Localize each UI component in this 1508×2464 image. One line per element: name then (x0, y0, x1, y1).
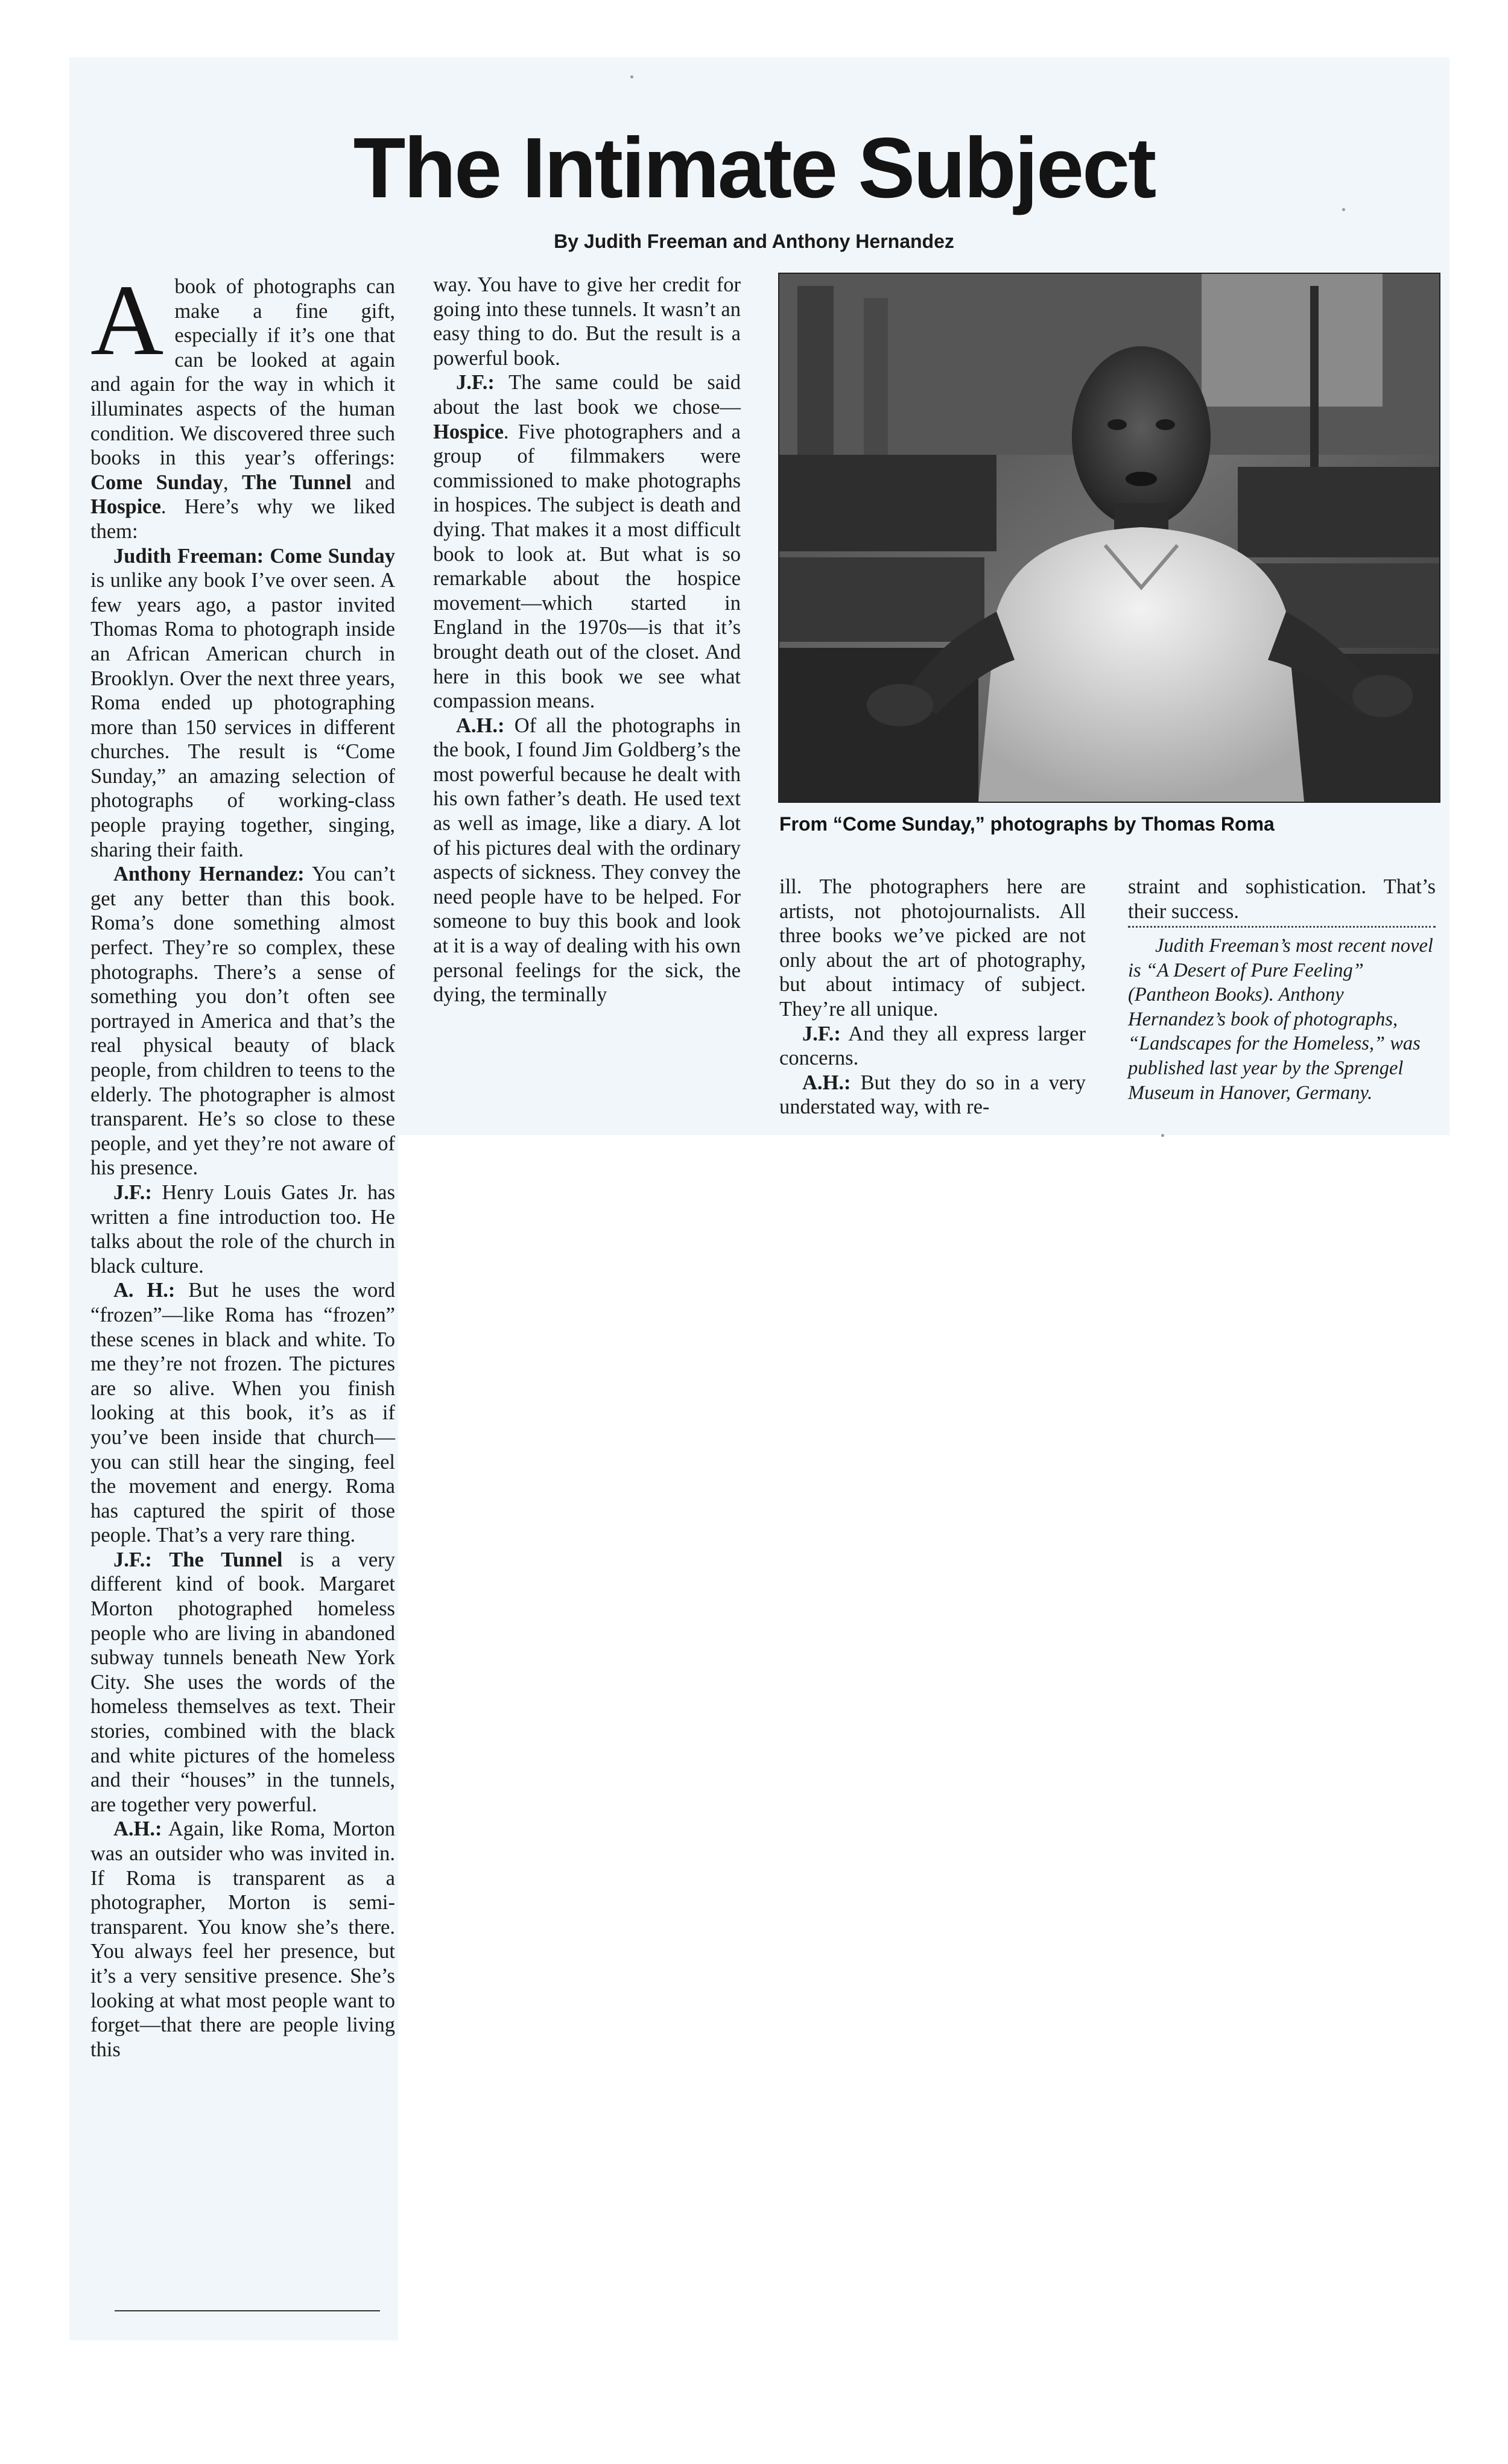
speaker-label: Judith Freeman: Come Sunday (113, 544, 395, 568)
scan-speck (630, 75, 633, 78)
bio-divider (1128, 926, 1436, 928)
intro-paragraph: Abook of photographs can make a fine gift, especially if it’s one that can be looked at again and again for the way in which it illuminates aspects of the human condition. We discovered three such books in this year’s offerings: Come Sunday, The Tunnel and Hospice. Here’s why we liked them: (90, 264, 395, 543)
article-headline: The Intimate Subject (353, 120, 1155, 216)
dialogue-paragraph: J.F.: Henry Louis Gates Jr. has written a fine introduction too. He talks about the role of the church in black culture. (90, 1180, 395, 1278)
dialogue-paragraph: A.H.: But they do so in a very understated way, with re- (779, 1071, 1086, 1119)
speaker-label: J.F.: (113, 1180, 152, 1204)
author-bio: Judith Freeman’s most recent novel is “A Desert of Pure Feeling” (Pantheon Books). Anthony Hernandez’s book of photographs, “Landscapes for the Homeless,” was published last year by the Sprengel Museum in Hanover, Germany. (1128, 935, 1433, 1104)
photo-caption: From “Come Sunday,” photographs by Thomas Roma (779, 813, 1275, 835)
dialogue-paragraph: Judith Freeman: Come Sunday is unlike any book I’ve over seen. A few years ago, a pastor invited Thomas Roma to photograph inside an African American church in Brooklyn. Over the next three years, Roma ended up photographing more than 150 services in different churches. The result is “Come Sunday,” an amazing selection of photographs of working-class people praying together, singing, sharing their faith. (90, 544, 395, 861)
book-title-the-tunnel: The Tunnel (242, 470, 352, 494)
dialogue-paragraph: A.H.: Again, like Roma, Morton was an outsider who was invited in. If Roma is transparent as a photographer, Morton is semi-transparent. You know she’s there. You always feel her presence, but it’s a very sensitive presence. She’s looking at what most people want to forget—that there are people living this (90, 1817, 395, 2061)
article-column-3 (779, 875, 1086, 1120)
dialogue-paragraph: Anthony Hernandez: You can’t get any better than this book. Roma’s done something almost perfect. They’re so complex, these photographs. There’s a sense of something you don’t often see portrayed in America and that’s the real physical beauty of black people, from children to teens to the elderly. The photographer is almost transparent. He’s so close to these people, and yet they’re not aware of his presence. (90, 863, 395, 1180)
article-column-1 (90, 264, 395, 2062)
column-end-rule (115, 2310, 380, 2311)
dialogue-paragraph: A. H.: But he uses the word “frozen”—like Roma has “frozen” these scenes in black and white. To me they’re not frozen. The pictures are so alive. When you finish looking at this book, it’s as if you’ve been inside that church—you can still hear the singing, feel the movement and energy. Roma has captured the spirit of those people. That’s a very rare thing. (90, 1279, 395, 1547)
article-byline: By Judith Freeman and Anthony Hernandez (554, 230, 954, 252)
book-title-come-sunday: Come Sunday (90, 470, 223, 494)
speaker-label: A. H.: (113, 1279, 176, 1302)
dialogue-paragraph: J.F.: And they all express larger concerns. (779, 1022, 1086, 1070)
speaker-label: Anthony Hernandez: (113, 863, 305, 886)
scan-speck (1161, 1134, 1164, 1137)
dialogue-paragraph: J.F.: The same could be said about the last book we chose—Hospice. Five photographers and a group of filmmakers were commissioned to make photographs in hospices. The subject is death and dying. That makes it a most difficult book to look at. But what is so remarkable about the hospice movement—which started in England in the 1970s—is that it’s brought death out of the closet. And here in this book we see what compassion means. (433, 371, 741, 713)
scan-speck (1342, 208, 1345, 211)
speaker-label: A.H.: (113, 1817, 162, 1841)
book-title-hospice: Hospice (90, 495, 161, 519)
dialogue-paragraph: ill. The photographers here are artists, not photojournalists. All three books we’ve picked are not only about the art of photography, but about intimacy of subject. They’re all unique. (779, 875, 1086, 1021)
speaker-label: A.H.: (456, 714, 505, 737)
article-column-2 (433, 273, 741, 1007)
dialogue-paragraph: J.F.: The Tunnel is a very different kind of book. Margaret Morton photographed homeless people who are living in abandoned subway tunnels beneath New York City. She uses the words of the homeless themselves as text. Their stories, combined with the black and white pictures of the homeless and their “houses” in the tunnels, are together very powerful. (90, 1548, 395, 1816)
speaker-label: J.F.: (802, 1022, 841, 1045)
drop-cap: A (90, 264, 164, 376)
photo-illustration (779, 274, 1439, 802)
come-sunday-photograph (778, 273, 1440, 803)
book-title-hospice: Hospice (433, 420, 504, 443)
article-column-4 (1128, 875, 1436, 923)
speaker-label: J.F.: The Tunnel (113, 1548, 283, 1571)
dialogue-paragraph: A.H.: Of all the photographs in the book, I found Jim Goldberg’s the most powerful because he dealt with his own father’s death. He used text as well as image, like a diary. A lot of his pictures deal with the ordinary aspects of sickness. They convey the need people have to be helped. For someone to buy this book and look at it is a way of dealing with his own personal feelings for the sick, the dying, the terminally (433, 714, 741, 1007)
dialogue-paragraph: straint and sophistication. That’s their success. (1128, 875, 1436, 923)
speaker-label: A.H.: (802, 1071, 851, 1094)
speaker-label: J.F.: (456, 371, 495, 394)
dialogue-paragraph: way. You have to give her credit for going into these tunnels. It wasn’t an easy thing to do. But the result is a powerful book. (433, 273, 741, 370)
